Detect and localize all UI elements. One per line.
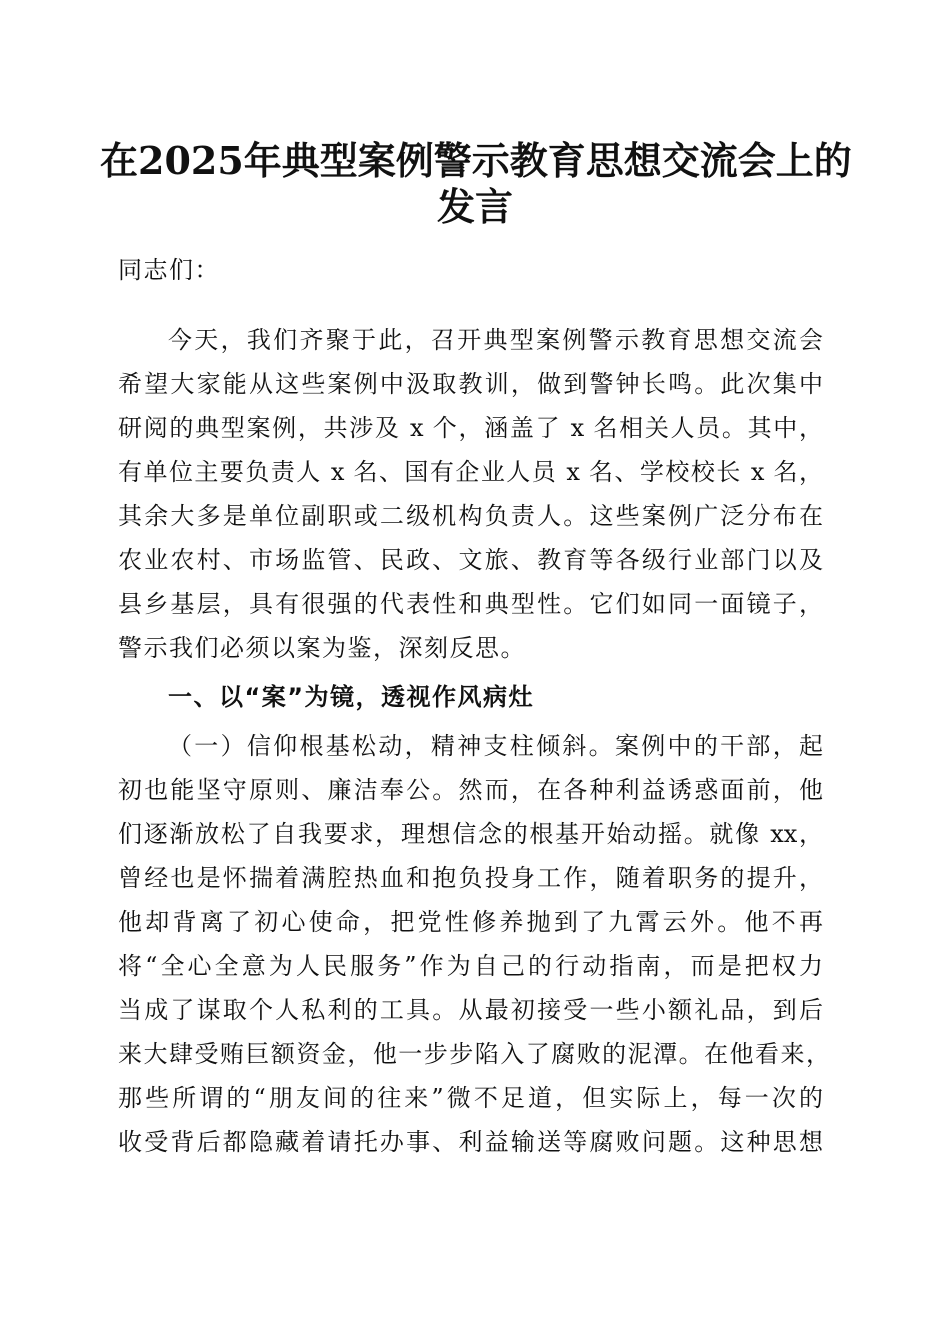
paragraph-line: 将“全心全意为人民服务”作为自己的行动指南，而是把权力	[118, 952, 823, 980]
paragraph-line: 初也能坚守原则、廉洁奉公。然而，在各种利益诱惑面前，他	[118, 776, 823, 804]
paragraph-line: 有单位主要负责人 x 名、国有企业人员 x 名、学校校长 x 名，	[118, 458, 823, 486]
paragraph-line: （一）信仰根基松动，精神支柱倾斜。案例中的干部，起	[168, 732, 823, 760]
paragraph-line: 研阅的典型案例，共涉及 x 个，涵盖了 x 名相关人员。其中，	[118, 414, 823, 442]
paragraph-line: 来大肆受贿巨额资金，他一步步陷入了腐败的泥潭。在他看来，	[118, 1040, 830, 1068]
paragraph-line: 农业农村、市场监管、民政、文旅、教育等各级行业部门以及	[118, 546, 823, 574]
paragraph-line: 其余大多是单位副职或二级机构负责人。这些案例广泛分布在	[118, 502, 823, 530]
document-title-line-2: 发言	[436, 184, 513, 229]
paragraph-line: 今天，我们齐聚于此，召开典型案例警示教育思想交流会	[168, 326, 823, 354]
paragraph-line: 当成了谋取个人私利的工具。从最初接受一些小额礼品，到后	[118, 996, 823, 1024]
document-title-line-1: 在2025年典型案例警示教育思想交流会上的	[100, 138, 852, 183]
greeting: 同志们：	[118, 256, 220, 284]
paragraph-line: 曾经也是怀揣着满腔热血和抱负投身工作，随着职务的提升，	[118, 864, 823, 892]
paragraph-line: 收受背后都隐藏着请托办事、利益输送等腐败问题。这种思想	[118, 1128, 823, 1156]
paragraph-line: 那些所谓的“朋友间的往来”微不足道，但实际上，每一次的	[118, 1084, 823, 1112]
paragraph-line: 警示我们必须以案为鉴，深刻反思。	[118, 634, 526, 662]
paragraph-line: 希望大家能从这些案例中汲取教训，做到警钟长鸣。此次集中	[118, 370, 823, 398]
paragraph-line: 他却背离了初心使命，把党性修养抛到了九霄云外。他不再	[118, 908, 823, 936]
paragraph-line: 县乡基层，具有很强的代表性和典型性。它们如同一面镜子，	[118, 590, 823, 618]
section-heading: 一、以“案”为镜，透视作风病灶	[168, 683, 535, 711]
paragraph-line: 们逐渐放松了自我要求，理想信念的根基开始动摇。就像 xx，	[118, 820, 823, 848]
